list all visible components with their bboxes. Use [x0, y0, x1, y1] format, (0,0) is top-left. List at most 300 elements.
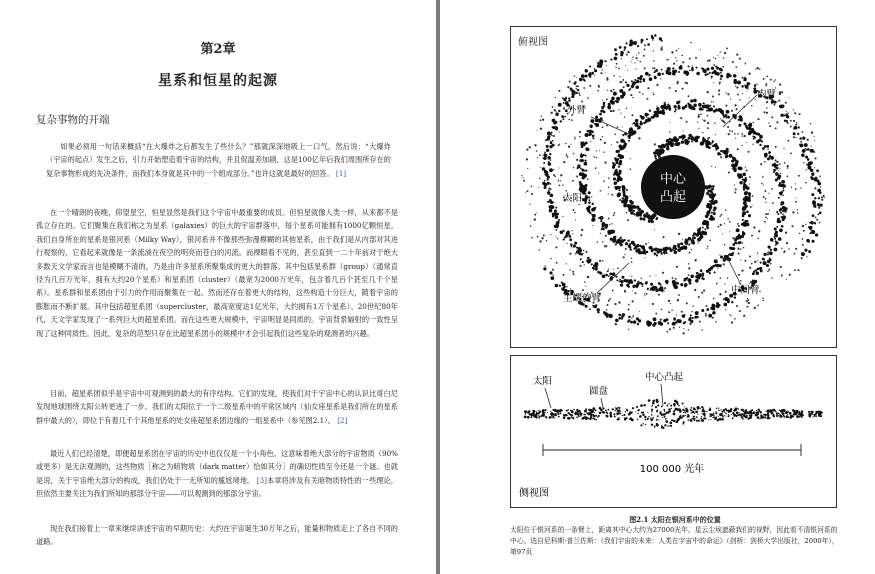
star-dot	[578, 92, 580, 94]
star-dot	[570, 288, 571, 289]
arm-star-dot	[636, 211, 640, 215]
star-dot	[750, 206, 752, 208]
arm-star-dot	[658, 152, 661, 155]
arm-star-dot	[812, 214, 815, 217]
arm-star-dot	[649, 77, 653, 81]
arm-star-dot	[584, 162, 588, 166]
disk-star-dot	[667, 425, 668, 426]
arm-star-dot	[775, 241, 778, 244]
arm-star-dot	[773, 101, 776, 104]
arm-star-dot	[737, 235, 740, 238]
star-dot	[525, 192, 526, 193]
star-dot	[544, 151, 546, 153]
star-dot	[823, 195, 825, 197]
arm-star-dot	[549, 153, 551, 155]
arm-star-dot	[582, 154, 584, 156]
arm-star-dot	[775, 179, 778, 182]
star-dot	[672, 277, 674, 279]
disk-star-dot	[796, 410, 799, 413]
disk-star-dot	[718, 407, 720, 409]
arm-star-dot	[799, 143, 803, 147]
arm-star-dot	[680, 283, 683, 286]
arm-star-dot	[572, 92, 574, 94]
arm-star-dot	[713, 212, 716, 215]
arm-star-dot	[812, 200, 815, 203]
disk-star-dot	[737, 414, 738, 415]
arm-star-dot	[690, 99, 693, 102]
disk-star-dot	[546, 417, 548, 419]
disk-star-dot	[718, 410, 720, 412]
arm-star-dot	[628, 281, 631, 284]
star-dot	[635, 292, 637, 294]
star-dot	[631, 317, 632, 318]
arm-star-dot	[696, 272, 699, 275]
star-dot	[583, 87, 585, 89]
arm-star-dot	[702, 272, 705, 275]
arm-star-dot	[662, 144, 664, 146]
star-dot	[719, 83, 720, 84]
disk-star-dot	[749, 414, 750, 415]
star-dot	[781, 275, 783, 277]
disk-star-dot	[697, 406, 700, 409]
arm-star-dot	[652, 248, 655, 251]
star-dot	[546, 240, 547, 241]
disk-star-dot	[767, 415, 769, 417]
arm-star-dot	[724, 255, 727, 258]
star-dot	[715, 58, 717, 60]
star-dot	[539, 177, 541, 179]
star-dot	[740, 280, 742, 282]
arm-star-dot	[617, 150, 620, 153]
disk-star-dot	[551, 412, 553, 414]
arm-star-dot	[786, 120, 788, 122]
star-dot	[611, 223, 612, 224]
arm-star-dot	[684, 285, 686, 287]
disk-star-dot	[792, 409, 795, 412]
arm-star-dot	[685, 105, 688, 108]
arm-star-dot	[675, 321, 678, 324]
star-dot	[567, 243, 568, 244]
arm-star-dot	[656, 254, 658, 256]
arm-star-dot	[774, 238, 776, 240]
star-dot	[544, 180, 546, 182]
arm-star-dot	[661, 253, 663, 255]
star-dot	[814, 157, 816, 159]
arm-star-dot	[818, 207, 820, 209]
arm-star-dot	[741, 85, 744, 88]
arm-star-dot	[778, 184, 781, 187]
arm-star-dot	[622, 92, 626, 96]
disk-star-dot	[582, 418, 584, 420]
arm-star-dot	[768, 152, 770, 154]
arm-star-dot	[668, 143, 670, 145]
arm-star-dot	[697, 276, 700, 279]
arm-star-dot	[766, 145, 769, 148]
star-dot	[748, 97, 749, 98]
star-dot	[522, 177, 523, 178]
star-dot	[530, 225, 532, 227]
arm-star-dot	[563, 98, 566, 101]
arm-star-dot	[609, 314, 611, 316]
star-dot	[691, 311, 692, 312]
star-dot	[722, 66, 724, 68]
star-dot	[794, 253, 796, 255]
bulge-pointer	[661, 384, 663, 406]
arm-star-dot	[545, 173, 549, 177]
arm-star-dot	[775, 159, 777, 161]
star-dot	[552, 274, 554, 276]
star-dot	[742, 242, 744, 244]
disk-star-dot	[651, 424, 653, 426]
star-dot	[607, 90, 608, 91]
star-dot	[761, 183, 763, 185]
disk-star-dot	[695, 411, 698, 414]
star-dot	[645, 243, 647, 245]
star-dot	[611, 194, 613, 196]
star-dot	[590, 141, 591, 142]
arm-star-dot	[550, 194, 554, 198]
disk-star-dot	[778, 415, 779, 416]
arm-star-dot	[619, 279, 621, 281]
star-dot	[737, 247, 739, 249]
arm-star-dot	[664, 287, 666, 289]
star-dot	[770, 263, 772, 265]
disk-star-dot	[770, 411, 772, 413]
arm-star-dot	[620, 280, 623, 283]
star-dot	[534, 218, 536, 220]
disk-star-dot	[626, 417, 628, 419]
arm-star-dot	[629, 200, 632, 203]
star-dot	[653, 94, 655, 96]
arm-star-dot	[745, 85, 749, 89]
star-dot	[619, 76, 620, 77]
scale-text: 100 000 光年	[639, 464, 705, 475]
arm-star-dot	[742, 211, 746, 215]
arm-star-dot	[560, 120, 562, 122]
star-dot	[746, 169, 748, 171]
star-dot	[706, 248, 707, 249]
disk-star-dot	[686, 409, 688, 411]
arm-star-dot	[703, 232, 705, 234]
star-dot	[800, 141, 802, 143]
arm-star-dot	[693, 104, 697, 108]
arm-star-dot	[713, 209, 716, 212]
arm-star-dot	[724, 151, 728, 155]
star-dot	[615, 67, 617, 69]
caption-title: 图2.1 太阳在银河系中的位置	[629, 515, 721, 524]
arm-star-dot	[618, 317, 621, 320]
arm-star-dot	[723, 257, 725, 259]
star-dot	[697, 121, 698, 122]
star-dot	[754, 307, 756, 309]
star-dot	[654, 229, 655, 230]
arm-star-dot	[688, 105, 692, 109]
disk-star-dot	[739, 412, 740, 413]
arm-star-dot	[647, 214, 650, 217]
star-dot	[653, 67, 655, 69]
arm-star-dot	[619, 189, 621, 191]
arm-star-dot	[604, 225, 608, 229]
star-dot	[548, 187, 550, 189]
star-dot	[771, 277, 772, 278]
star-dot	[594, 75, 595, 76]
star-dot	[707, 127, 709, 129]
arm-star-dot	[612, 272, 616, 276]
star-dot	[596, 150, 597, 151]
disk-star-dot	[782, 412, 785, 415]
arm-star-dot	[603, 311, 606, 314]
footnote-ref-3[interactable]: [3]	[256, 475, 267, 485]
arm-star-dot	[774, 234, 778, 238]
star-dot	[552, 269, 554, 271]
star-dot	[576, 175, 578, 177]
star-dot	[763, 111, 765, 113]
arm-star-dot	[807, 158, 810, 161]
arm-star-dot	[631, 42, 634, 45]
arm-star-dot	[551, 132, 553, 134]
outer-arm-label: 外臂	[567, 105, 587, 116]
arm-star-dot	[585, 305, 588, 308]
star-dot	[748, 302, 750, 304]
star-dot	[786, 279, 787, 280]
star-dot	[611, 144, 612, 145]
star-dot	[786, 242, 788, 244]
star-dot	[753, 122, 755, 124]
arm-star-dot	[742, 173, 746, 177]
arm-star-dot	[695, 311, 699, 315]
arm-star-dot	[775, 172, 778, 175]
arm-star-dot	[585, 147, 588, 150]
footnote-ref-2[interactable]: [2]	[337, 415, 348, 425]
disk-star-dot	[536, 411, 537, 412]
arm-star-dot	[546, 149, 549, 152]
disk-star-dot	[710, 407, 711, 408]
disk-star-dot	[735, 407, 738, 410]
star-dot	[560, 174, 562, 176]
disk-star-dot	[728, 414, 729, 415]
star-dot	[563, 274, 565, 276]
disk-star-dot	[645, 424, 646, 425]
arm-star-dot	[588, 205, 591, 208]
arm-star-dot	[632, 133, 634, 135]
arm-star-dot	[594, 69, 597, 72]
arm-star-dot	[734, 168, 737, 171]
disk-star-dot	[684, 406, 685, 407]
star-dot	[662, 272, 664, 274]
side-sun-label: 太阳	[533, 376, 553, 387]
arm-star-dot	[585, 155, 587, 157]
arm-star-dot	[585, 69, 588, 72]
arm-star-dot	[688, 237, 692, 241]
star-dot	[767, 218, 768, 219]
arm-star-dot	[811, 173, 814, 176]
star-dot	[797, 212, 798, 213]
arm-star-dot	[592, 214, 596, 218]
arm-star-dot	[579, 249, 582, 252]
star-dot	[738, 225, 740, 227]
star-dot	[712, 317, 714, 319]
disk-star-dot	[691, 418, 692, 419]
disk-star-dot	[724, 415, 725, 416]
arm-star-dot	[774, 248, 778, 252]
disk-star-dot	[781, 415, 782, 416]
disk-star-dot	[585, 416, 587, 418]
arm-star-dot	[706, 270, 709, 273]
star-dot	[768, 122, 769, 123]
disk-pointer	[601, 398, 603, 408]
star-dot	[592, 225, 593, 226]
disk-star-dot	[800, 414, 803, 417]
star-dot	[769, 210, 770, 211]
arm-star-dot	[706, 308, 709, 311]
arm-star-dot	[648, 220, 651, 223]
arm-star-dot	[656, 217, 658, 219]
star-dot	[762, 297, 763, 298]
arm-star-dot	[690, 275, 694, 279]
arm-star-dot	[601, 228, 603, 230]
arm-star-dot	[585, 133, 589, 137]
disk-star-dot	[709, 413, 710, 414]
star-dot	[734, 318, 736, 320]
paragraph-superclusters	[36, 387, 398, 427]
arm-star-dot	[746, 210, 749, 213]
star-dot	[703, 120, 705, 122]
star-dot	[612, 290, 614, 292]
arm-star-dot	[628, 316, 631, 319]
arm-star-dot	[715, 149, 717, 151]
disk-star-dot	[775, 411, 776, 412]
arm-star-dot	[739, 167, 743, 171]
star-dot	[521, 175, 522, 176]
arm-star-dot	[622, 200, 626, 204]
star-dot	[787, 165, 789, 167]
arm-star-dot	[615, 53, 618, 56]
star-dot	[566, 153, 567, 154]
arm-star-dot	[570, 243, 573, 246]
star-dot	[559, 131, 560, 132]
star-dot	[600, 72, 602, 74]
disk-star-dot	[605, 415, 607, 417]
arm-star-dot	[750, 281, 752, 283]
disk-star-dot	[542, 411, 544, 413]
galaxy-top-view-svg	[511, 27, 836, 347]
star-dot	[748, 73, 750, 75]
star-dot	[661, 48, 663, 50]
star-dot	[694, 259, 696, 261]
arm-star-dot	[667, 69, 670, 72]
disk-star-dot	[555, 414, 557, 416]
arm-star-dot	[620, 239, 624, 243]
star-dot	[567, 156, 569, 158]
disk-star-dot	[599, 407, 602, 410]
arm-star-dot	[614, 48, 617, 51]
arm-star-dot	[587, 257, 590, 260]
star-dot	[600, 233, 601, 234]
disk-star-dot	[808, 411, 810, 413]
arm-star-dot	[695, 139, 698, 142]
center-label-2: 凸起	[659, 190, 687, 205]
disk-star-dot	[701, 420, 703, 422]
star-dot	[713, 298, 715, 300]
arm-star-dot	[547, 135, 550, 138]
star-dot	[644, 44, 646, 46]
arm-star-dot	[806, 239, 809, 242]
arm-star-dot	[585, 74, 588, 77]
arm-star-dot	[667, 145, 670, 148]
disk-star-dot	[600, 413, 601, 414]
arm-star-dot	[561, 115, 564, 118]
star-dot	[738, 274, 740, 276]
star-dot	[526, 158, 528, 160]
star-dot	[652, 303, 654, 305]
star-dot	[705, 315, 706, 316]
star-dot	[682, 239, 683, 240]
star-dot	[595, 167, 597, 169]
star-dot	[814, 167, 815, 168]
star-dot	[746, 300, 748, 302]
star-dot	[575, 219, 576, 220]
star-dot	[715, 167, 716, 168]
disk-star-dot	[809, 415, 811, 417]
footnote-ref-1[interactable]: [1]	[335, 168, 347, 178]
star-dot	[597, 90, 599, 92]
star-dot	[803, 230, 805, 232]
disk-star-dot	[550, 411, 551, 412]
arm-star-dot	[635, 86, 638, 89]
star-dot	[558, 180, 559, 181]
star-dot	[689, 323, 691, 325]
star-dot	[721, 214, 723, 216]
star-dot	[755, 69, 756, 70]
arm-star-dot	[672, 322, 675, 325]
star-dot	[720, 224, 722, 226]
arm-star-dot	[802, 136, 805, 139]
arm-star-dot	[793, 132, 796, 135]
star-dot	[642, 93, 644, 95]
star-dot	[589, 85, 591, 87]
arm-star-dot	[782, 189, 784, 191]
disk-star-dot	[756, 413, 758, 415]
arm-star-dot	[581, 74, 585, 78]
star-dot	[734, 104, 736, 106]
arm-star-dot	[707, 73, 709, 75]
arm-star-dot	[636, 80, 639, 83]
star-dot	[757, 118, 759, 120]
star-dot	[562, 97, 564, 99]
right-page	[440, 0, 875, 574]
arm-star-dot	[746, 187, 750, 191]
arm-star-dot	[797, 133, 799, 135]
arm-star-dot	[619, 46, 622, 49]
arm-star-dot	[568, 99, 571, 102]
arm-star-dot	[703, 221, 706, 224]
star-dot	[796, 137, 797, 138]
star-dot	[788, 248, 790, 250]
arm-star-dot	[547, 156, 551, 160]
star-dot	[782, 195, 784, 197]
star-dot	[806, 169, 807, 170]
disk-star-dot	[679, 410, 682, 413]
arm-star-dot	[742, 215, 745, 218]
disk-star-dot	[670, 405, 672, 407]
star-dot	[608, 186, 610, 188]
star-dot	[598, 173, 599, 174]
star-dot	[558, 90, 560, 92]
star-dot	[656, 84, 658, 86]
star-dot	[820, 186, 821, 187]
arm-star-dot	[639, 245, 641, 247]
arm-star-dot	[811, 230, 815, 234]
